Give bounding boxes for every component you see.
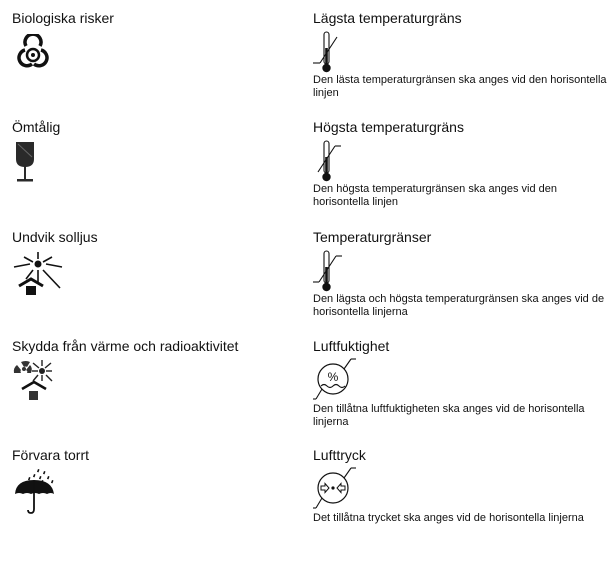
symbol-title: Ömtålig — [12, 119, 61, 135]
lower-temperature-limit-icon — [313, 30, 343, 74]
biohazard-icon — [12, 34, 54, 72]
symbol-description: Den lägsta och högsta temperaturgränsen ska anges vid de horisontella linjerna — [313, 293, 605, 318]
symbol-title: Skydda från värme och radioaktivitet — [12, 338, 239, 354]
symbol-entry-protect-heat-radioactivity — [12, 338, 238, 403]
symbol-entry-avoid-sunlight — [12, 229, 98, 296]
symbol-entry-upper-temperature-limit — [313, 119, 608, 209]
symbol-title: Temperaturgränser — [313, 229, 432, 245]
symbol-entry-fragile — [12, 119, 60, 185]
symbol-title: Undvik solljus — [12, 229, 98, 245]
symbol-title: Lufttryck — [313, 447, 366, 463]
protect-from-heat-and-radioactivity-icon — [12, 359, 58, 403]
symbol-entry-atmospheric-pressure — [313, 447, 608, 525]
symbol-entry-temperature-limits — [313, 229, 608, 319]
symbol-entry-biohazard — [12, 10, 114, 72]
symbol-title: Förvara torrt — [12, 447, 90, 463]
symbol-title: Luftfuktighet — [313, 338, 390, 354]
fragile-glass-icon — [12, 141, 36, 185]
symbol-title: Biologiska risker — [12, 10, 114, 26]
symbol-entry-humidity — [313, 338, 608, 429]
upper-temperature-limit-icon — [313, 139, 343, 183]
symbol-title: Högsta temperaturgräns — [313, 119, 464, 135]
symbol-description: Den tillåtna luftfuktigheten ska anges vid de horisontella linjerna — [313, 403, 585, 428]
temperature-limits-icon — [313, 249, 343, 293]
symbol-description: Den lästa temperaturgränsen ska anges vid den horisontella linjen — [313, 74, 607, 99]
keep-dry-umbrella-icon — [12, 467, 58, 517]
symbol-title: Lägsta temperaturgräns — [313, 10, 462, 26]
symbol-entry-keep-dry — [12, 447, 89, 517]
symbol-description: Den högsta temperaturgränsen ska anges vid den horisontella linjen — [313, 183, 557, 208]
symbol-description: Det tillåtna trycket ska anges vid de horisontella linjerna — [313, 512, 584, 524]
symbol-entry-lower-temperature-limit — [313, 10, 608, 100]
keep-away-from-sunlight-icon — [12, 250, 66, 296]
atmospheric-pressure-limitation-icon — [313, 466, 357, 512]
percent-symbol: % — [327, 370, 339, 384]
humidity-limitation-icon — [313, 357, 357, 403]
